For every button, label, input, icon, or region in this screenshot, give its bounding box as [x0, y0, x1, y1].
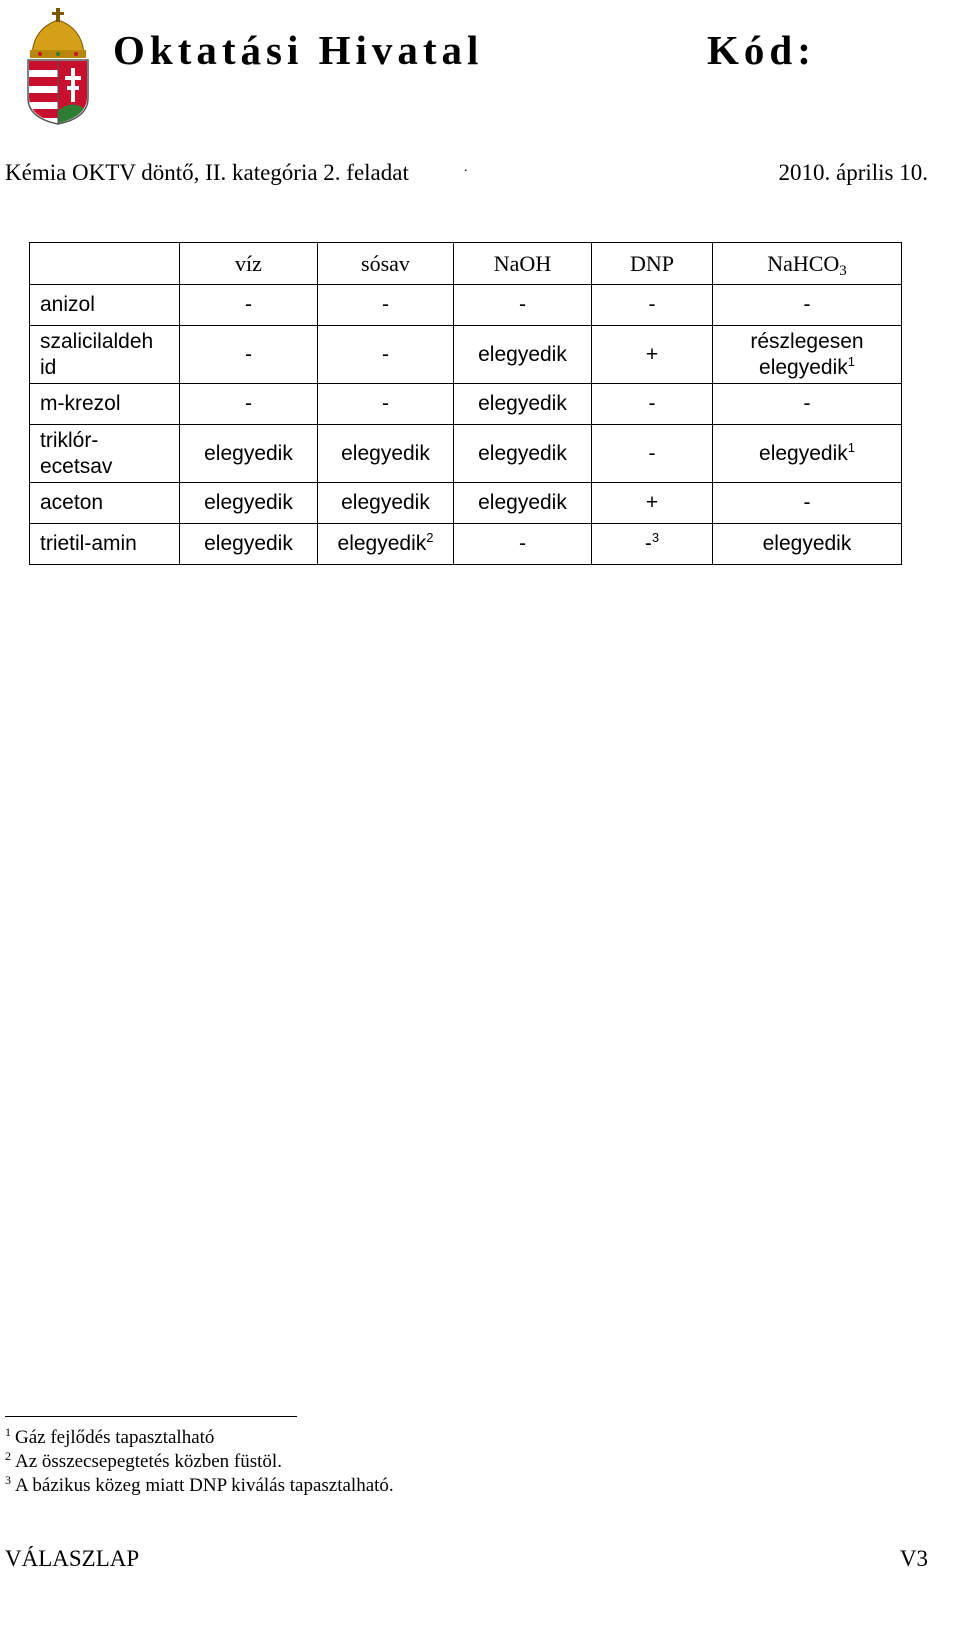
- table-cell: -: [180, 326, 318, 384]
- table-cell: elegyedik$^1$: [713, 425, 902, 483]
- document-subtitle: Kémia OKTV döntő, II. kategória 2. feladat: [5, 160, 409, 185]
- results-table: [29, 242, 902, 565]
- table-cell: -: [454, 285, 592, 326]
- table-cell: elegyedik: [180, 425, 318, 483]
- footnote-separator: [5, 1416, 297, 1417]
- table-cell: -: [454, 524, 592, 565]
- table-cell: +: [592, 483, 713, 524]
- table-cell: elegyedik: [180, 483, 318, 524]
- separator-dot: .: [464, 160, 468, 175]
- row-label: m-krezol: [30, 384, 180, 425]
- table-cell: -: [592, 285, 713, 326]
- organization-name: Oktatási Hivatal: [113, 27, 484, 73]
- coat-of-arms-logo: [22, 6, 94, 126]
- code-label: Kód:: [707, 27, 816, 73]
- table-cell: elegyedik: [318, 425, 454, 483]
- footnote: $^3$ A bázikus közeg miatt DNP kiválás tapasztalható.: [5, 1473, 394, 1496]
- table-cell: -: [318, 326, 454, 384]
- table-cell: elegyedik: [454, 384, 592, 425]
- table-cell: elegyedik: [454, 326, 592, 384]
- table-cell: -: [318, 384, 454, 425]
- table-cell: -$^3$: [592, 524, 713, 565]
- footnote: $^2$ Az összecsepegtetés közben füstöl.: [5, 1449, 282, 1472]
- table-cell: -: [318, 285, 454, 326]
- table-cell: -: [592, 384, 713, 425]
- row-label: aceton: [30, 483, 180, 524]
- version-label: V3: [899, 1546, 928, 1571]
- row-label: szalicilaldeh id: [30, 326, 180, 384]
- table-cell: -: [713, 285, 902, 326]
- column-header: sósav: [318, 243, 454, 285]
- table-row: [30, 524, 902, 565]
- table-row: [30, 326, 902, 384]
- document-date: 2010. április 10.: [778, 160, 928, 185]
- table-cell: elegyedik: [713, 524, 902, 565]
- footnotes: [5, 1426, 394, 1498]
- header-empty-cell: [30, 243, 180, 285]
- row-label: triklór- ecetsav: [30, 425, 180, 483]
- table-header-row: [30, 243, 902, 285]
- table-cell: +: [592, 326, 713, 384]
- table-cell: -: [713, 483, 902, 524]
- table-cell: -: [180, 285, 318, 326]
- table-cell: -: [713, 384, 902, 425]
- table-row: [30, 384, 902, 425]
- row-label: trietil-amin: [30, 524, 180, 565]
- table-cell: elegyedik: [180, 524, 318, 565]
- table-row: [30, 425, 902, 483]
- table-row: [30, 285, 902, 326]
- table-row: [30, 483, 902, 524]
- column-header: víz: [180, 243, 318, 285]
- column-header: NaHCO$_3$: [713, 243, 902, 285]
- table-cell: -: [180, 384, 318, 425]
- table-cell: részlegesen elegyedik$^1$: [713, 326, 902, 384]
- table-cell: elegyedik$^2$: [318, 524, 454, 565]
- table-cell: elegyedik: [318, 483, 454, 524]
- answer-sheet-label: VÁLASZLAP: [5, 1546, 140, 1571]
- column-header: DNP: [592, 243, 713, 285]
- table-cell: -: [592, 425, 713, 483]
- table-cell: elegyedik: [454, 483, 592, 524]
- footnote: $^1$ Gáz fejlődés tapasztalható: [5, 1425, 215, 1448]
- table-cell: elegyedik: [454, 425, 592, 483]
- column-header: NaOH: [454, 243, 592, 285]
- row-label: anizol: [30, 285, 180, 326]
